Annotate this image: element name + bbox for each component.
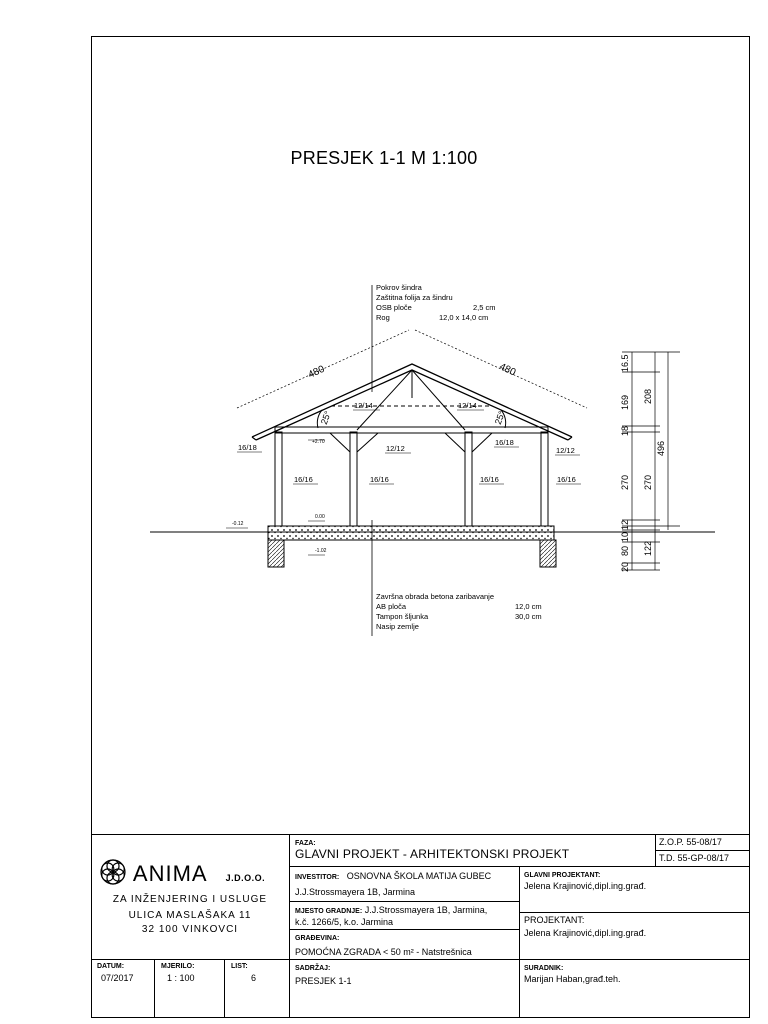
dim-10: 10 [620, 531, 630, 542]
investitor [295, 870, 491, 884]
dim-169: 169 [620, 394, 630, 410]
slope-right-label: 480 [497, 361, 518, 379]
dim-texts-right [643, 389, 666, 556]
sadrzaj-value: PRESJEK 1-1 [295, 976, 352, 986]
mjerilo-value: 1 : 100 [167, 973, 195, 983]
gradevina-value: POMOĆNA ZGRADA < 50 m² - Natstrešnica [295, 947, 472, 957]
roof-layer-2: Zaštitna folija za šindru [376, 293, 453, 302]
label-beam-right: 16/18 [495, 438, 514, 447]
company-line2: ULICA MASLAŠAKA 11 [128, 910, 252, 921]
floor-layer-3: Tampon šljunka [376, 612, 429, 621]
company-name: ANIMA [132, 861, 208, 886]
investitor-address: J.J.Strossmayera 1B, Jarmina [295, 887, 416, 897]
floor-layer-notes [376, 592, 542, 631]
label-col-2: 16/16 [370, 475, 389, 484]
company-logo [99, 858, 265, 887]
mjesto-value: J.J.Strossmayera 1B, Jarmina, [364, 905, 488, 915]
faza-value: GLAVNI PROJEKT - ARHITEKTONSKI PROJEKT [295, 847, 570, 861]
angle-right-label: 25° [492, 409, 507, 426]
dim-16-5: 16.5 [620, 354, 630, 372]
dim-texts-left [620, 354, 630, 572]
eave-beam [275, 427, 548, 433]
dim-12: 12 [620, 519, 630, 530]
mjesto-value-2: k.č. 1266/5, k.o. Jarmina [295, 917, 394, 927]
foundation-right [540, 540, 556, 567]
dim-270: 270 [620, 474, 630, 490]
label-col-3: 16/16 [480, 475, 499, 484]
floor-layer-4: Nasip zemlje [376, 622, 419, 631]
label-beam-left: 16/18 [238, 443, 257, 452]
level-top: +2.70 [312, 439, 325, 445]
mjesto-label: MJESTO GRADNJE: [295, 908, 363, 915]
floor-layer-dim-2: 12,0 cm [515, 602, 542, 611]
title-block [91, 834, 750, 1018]
glavni-projektant-label: GLAVNI PROJEKTANT: [524, 872, 601, 879]
member-labels [238, 401, 576, 484]
company-line1: ZA INŽENJERING I USLUGE [112, 894, 268, 905]
floor-layer-2: AB ploča [376, 602, 407, 611]
label-col-4: 16/16 [557, 475, 576, 484]
label-rafter-right: 12/14 [458, 401, 477, 410]
investitor-label: INVESTITOR: [295, 874, 340, 881]
datum-label: DATUM: [97, 963, 125, 970]
level-ground: -0.12 [232, 521, 244, 527]
datum-value: 07/2017 [101, 973, 134, 983]
zop-value: Z.O.P. 55-08/17 [659, 837, 722, 847]
dim-80: 80 [620, 545, 630, 556]
angle-left-label: 25° [318, 409, 333, 426]
label-col-1: 16/16 [294, 475, 313, 484]
level-found: -1.02 [315, 548, 327, 554]
glavni-projektant-value: Jelena Krajinović,dipl.ing.građ. [524, 881, 647, 891]
dim-208: 208 [643, 388, 653, 404]
investitor-value: OSNOVNA ŠKOLA MATIJA GUBEC [346, 871, 492, 881]
level-zero: 0.00 [315, 514, 325, 520]
label-underlines [237, 410, 581, 484]
mjerilo-label: MJERILO: [161, 963, 195, 970]
roof-layer-1: Pokrov šindra [376, 283, 422, 292]
floor-layer-dim-3: 30,0 cm [515, 612, 542, 621]
dim-20: 20 [620, 561, 630, 572]
foundation-left [268, 540, 284, 567]
company-line3: 32 100 VINKOVCI [141, 924, 239, 935]
vertical-dims [622, 352, 680, 570]
label-tie-left: 12/12 [386, 444, 405, 453]
list-label: LIST: [231, 963, 248, 970]
dim-18: 18 [620, 425, 630, 436]
drawing-title: PRESJEK 1-1 M 1:100 [290, 148, 478, 168]
suradnik-value: Marijan Haban,građ.teh. [524, 974, 621, 984]
floor-layer-1: Završna obrada betona zaribavanje [376, 592, 494, 601]
label-rafter-left: 12/14 [354, 401, 373, 410]
suradnik-label: SURADNIK: [524, 965, 564, 972]
roof-layer-4: Rog [376, 313, 390, 322]
roof-layer-3: OSB ploče [376, 303, 412, 312]
company-suffix: J.D.O.O. [225, 873, 266, 883]
dim-122: 122 [643, 540, 653, 556]
dim-270b: 270 [643, 474, 653, 490]
faza-label: FAZA: [295, 840, 316, 847]
flower-of-life-icon [99, 858, 127, 886]
slope-left-label: 480 [306, 363, 327, 381]
floor-slab [268, 526, 554, 540]
label-tie-right: 12/12 [556, 446, 575, 455]
roof-layer-dim-3: 2,5 cm [473, 303, 496, 312]
projektant-label: PROJEKTANT: [524, 915, 585, 925]
sadrzaj-label: SADRŽAJ: [295, 965, 331, 972]
dim-496: 496 [656, 440, 666, 456]
truss [317, 370, 505, 452]
td-value: T.D. 55-GP-08/17 [659, 853, 730, 863]
roof-layer-notes [376, 283, 496, 322]
gradevina-label: GRAĐEVINA: [295, 935, 340, 942]
list-value: 6 [251, 973, 257, 983]
roof-layer-dim-4: 12,0 x 14,0 cm [439, 313, 489, 322]
projektant-value: Jelena Krajinović,dipl.ing.građ. [524, 928, 647, 938]
